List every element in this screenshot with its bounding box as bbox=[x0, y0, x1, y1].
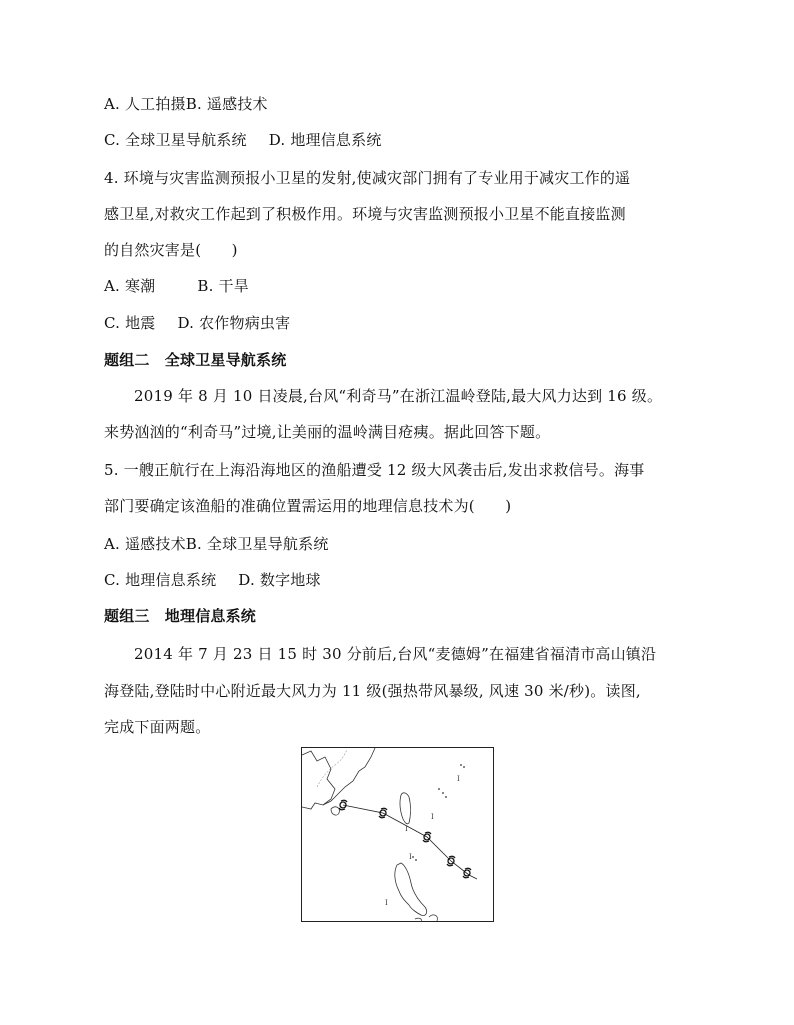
islet bbox=[438, 788, 440, 790]
q5-options-line1: A. 遥感技术B. 全球卫星导航系统 bbox=[104, 535, 329, 553]
typhoon-track-map bbox=[301, 747, 494, 922]
q4-options-line2 bbox=[104, 313, 290, 333]
islet bbox=[460, 764, 462, 766]
q5-option-d: D. 数字地球 bbox=[238, 571, 321, 589]
group2-para-line2: 来势汹汹的“利奇马”过境,让美丽的温岭满目疮痍。据此回答下题。 bbox=[104, 423, 551, 441]
group2-title: 题组二 全球卫星导航系统 bbox=[104, 351, 287, 369]
q3-options-line1: A. 人工拍摄B. 遥感技术 bbox=[104, 95, 268, 113]
group3-para-line1: 2014 年 7 月 23 日 15 时 30 分前后,台风“麦德姆”在福建省福清市高山镇沿 bbox=[134, 645, 657, 663]
q4-option-a: A. 寒潮 bbox=[104, 277, 156, 295]
q4-option-b: B. 干旱 bbox=[197, 277, 249, 295]
q5-stem-line2: 部门要确定该渔船的准确位置需运用的地理信息技术为( ) bbox=[104, 497, 512, 515]
islet bbox=[442, 792, 444, 794]
q5-option-c: C. 地理信息系统 bbox=[104, 571, 217, 589]
map-label: I bbox=[431, 813, 434, 821]
group3-para-line3: 完成下面两题。 bbox=[104, 718, 211, 736]
map-label: I bbox=[405, 825, 408, 833]
islet bbox=[415, 859, 417, 861]
islet bbox=[463, 766, 465, 768]
q4-options-line1 bbox=[104, 276, 249, 296]
map-label: I bbox=[409, 853, 412, 861]
group3-para-line2: 海登陆,登陆时中心附近最大风力为 11 级(强热带风暴级, 风速 30 米/秒)。读图, bbox=[104, 682, 641, 700]
q3-option-c: C. 全球卫星导航系统 bbox=[104, 131, 247, 149]
map-frame bbox=[302, 748, 494, 922]
q3-option-d: D. 地理信息系统 bbox=[268, 131, 382, 149]
q4-stem-line1: 4. 环境与灾害监测预报小卫星的发射,使减灾部门拥有了专业用于减灾工作的遥 bbox=[104, 169, 631, 187]
group3-title: 题组三 地理信息系统 bbox=[104, 607, 257, 625]
islet bbox=[445, 796, 447, 798]
q3-options-line2 bbox=[104, 130, 382, 150]
map-label: I bbox=[457, 775, 460, 783]
group2-para-line1: 2019 年 8 月 10 日凌晨,台风“利奇马”在浙江温岭登陆,最大风力达到 16 级。 bbox=[134, 387, 663, 405]
islet bbox=[412, 856, 414, 858]
q5-stem-line1: 5. 一艘正航行在上海沿海地区的渔船遭受 12 级大风袭击后,发出求救信号。海事 bbox=[104, 461, 645, 479]
q4-stem-line3: 的自然灾害是( ) bbox=[104, 241, 238, 259]
q4-option-c: C. 地震 bbox=[104, 314, 156, 332]
q4-stem-line2: 感卫星,对救灾工作起到了积极作用。环境与灾害监测预报小卫星不能直接监测 bbox=[104, 205, 626, 223]
q4-option-d: D. 农作物病虫害 bbox=[177, 314, 291, 332]
map-label: I bbox=[385, 899, 388, 907]
q5-options-line2 bbox=[104, 570, 321, 590]
